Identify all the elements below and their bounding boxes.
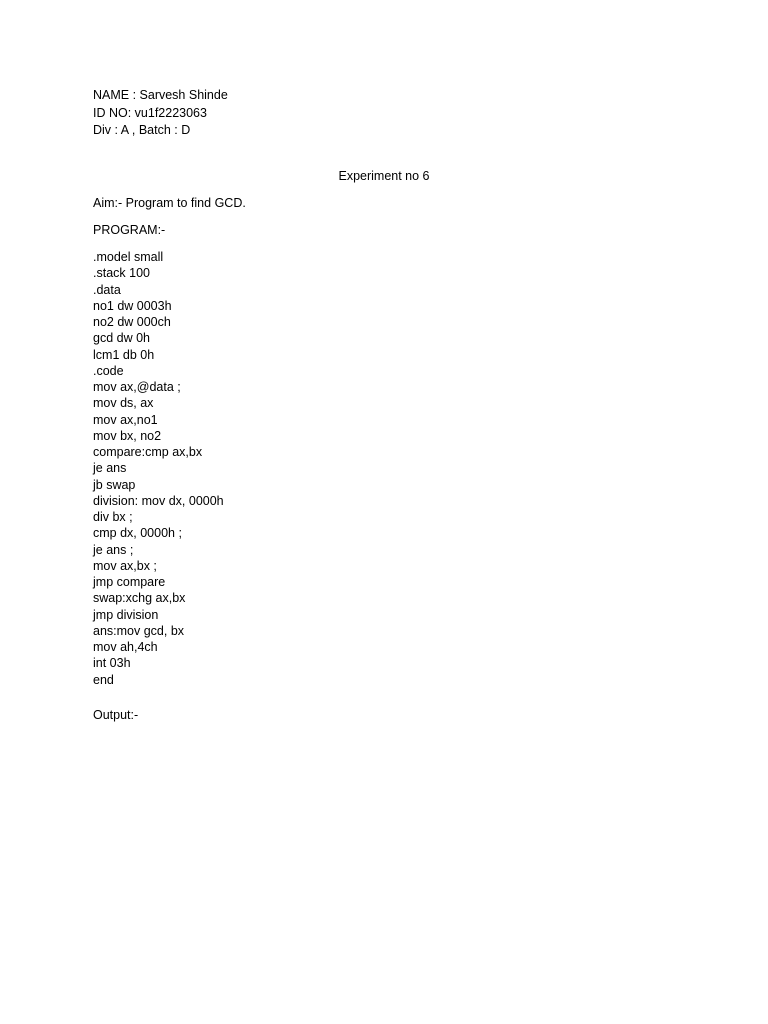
code-line: int 03h — [93, 656, 131, 671]
student-division-batch: Div : A , Batch : D — [93, 123, 191, 137]
code-line: mov ds, ax — [93, 396, 154, 411]
code-line: gcd dw 0h — [93, 331, 150, 346]
code-line: end — [93, 672, 114, 687]
code-line: no1 dw 0003h — [93, 298, 172, 313]
student-info — [93, 87, 228, 140]
experiment-title: Experiment no 6 — [338, 169, 430, 183]
code-line: .model small — [93, 250, 164, 264]
code-line: jmp compare — [93, 575, 166, 589]
code-line: cmp dx, 0000h ; — [93, 526, 182, 541]
code-line: div bx ; — [93, 510, 133, 524]
program-heading: PROGRAM:- — [93, 223, 166, 237]
code-line: je ans ; — [93, 542, 134, 557]
code-line: mov ax,@data ; — [93, 380, 181, 394]
output-heading: Output:- — [93, 708, 139, 722]
code-line: jb swap — [93, 477, 136, 492]
code-line: .data — [93, 282, 121, 297]
code-line: no2 dw 000ch — [93, 315, 171, 329]
code-line: mov bx, no2 — [93, 428, 162, 443]
aim-text: Aim:- Program to find GCD. — [93, 196, 246, 210]
code-line: mov ah,4ch — [93, 640, 158, 654]
code-line: .code — [93, 363, 124, 378]
code-line: .stack 100 — [93, 266, 150, 281]
code-line: compare:cmp ax,bx — [93, 445, 203, 459]
code-line: lcm1 db 0h — [93, 347, 155, 362]
student-name: NAME : Sarvesh Shinde — [93, 88, 228, 102]
code-line: mov ax,bx ; — [93, 558, 157, 573]
student-id: ID NO: vu1f2223063 — [93, 105, 207, 120]
code-line: je ans — [93, 461, 127, 476]
code-line: ans:mov gcd, bx — [93, 623, 185, 638]
code-line: mov ax,no1 — [93, 412, 158, 427]
code-listing — [93, 249, 224, 688]
code-line: swap:xchg ax,bx — [93, 591, 186, 606]
code-line: jmp division — [93, 607, 159, 622]
code-line: division: mov dx, 0000h — [93, 493, 224, 508]
